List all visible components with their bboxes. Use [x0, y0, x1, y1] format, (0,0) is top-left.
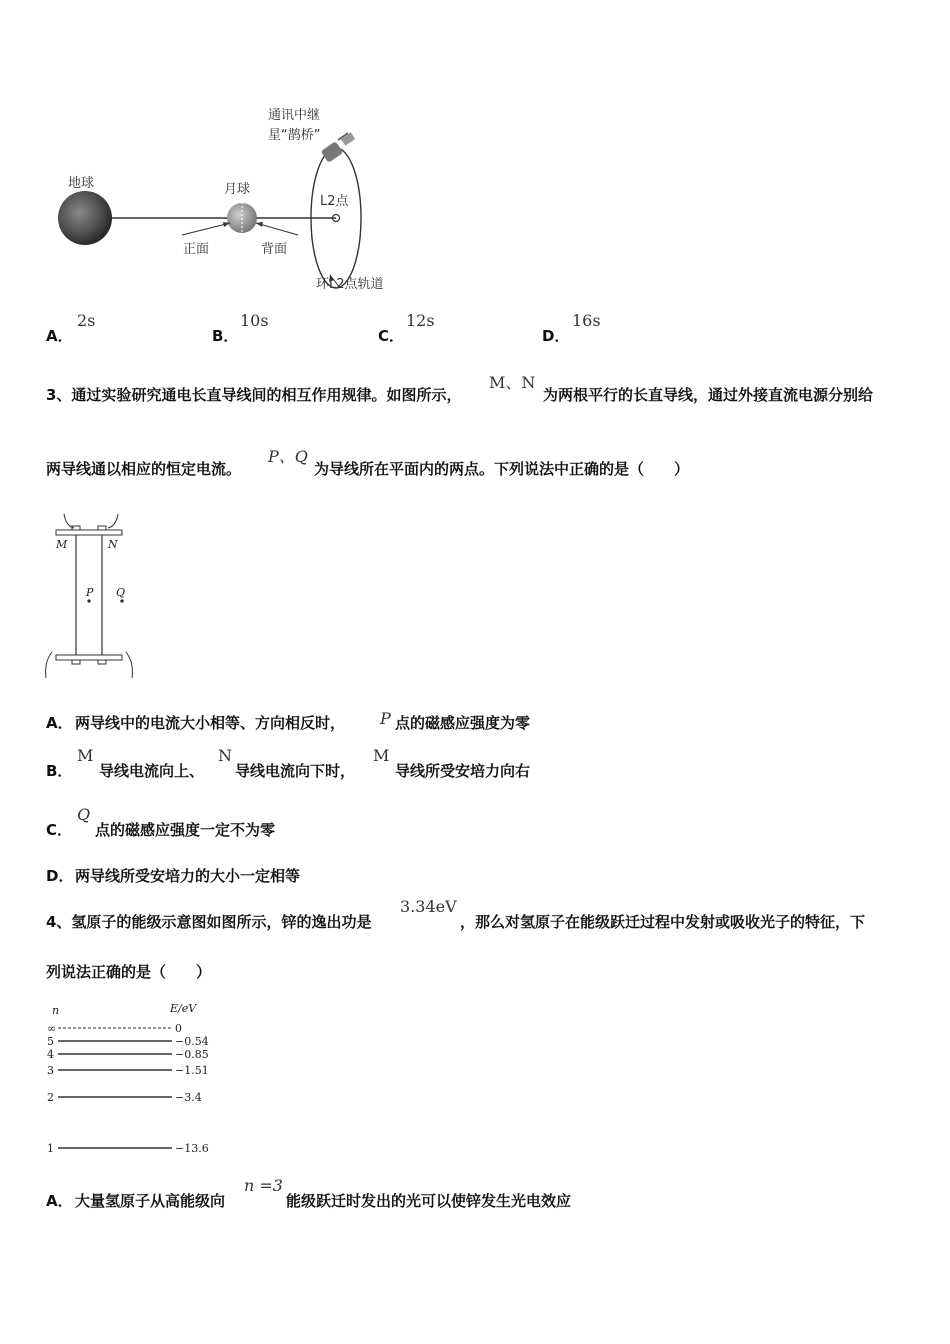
- q4-option-a-text1: 大量氢原子从高能级向: [75, 1192, 226, 1210]
- q3-option-c-math: Q: [77, 805, 91, 824]
- q3-option-b-letter: B．: [46, 762, 73, 780]
- q4-stem-part3: 列说法正确的是（ ）: [46, 963, 212, 981]
- orbit-label: 环L2点轨道: [316, 277, 384, 292]
- q3-option-a-math: P: [380, 709, 391, 728]
- parallel-wires-figure: [42, 512, 142, 682]
- q2-option-c-value: 12s: [406, 311, 435, 330]
- point-q-label: Q: [116, 586, 126, 599]
- point-p-dot: [87, 599, 90, 602]
- back-label: 背面: [261, 242, 288, 257]
- q3-math-pq: P、Q: [268, 447, 308, 466]
- n-axis-label: n: [52, 1004, 60, 1017]
- energy-level-value: 0: [175, 1022, 182, 1035]
- energy-level-value: −0.54: [175, 1035, 209, 1048]
- earth-icon: [58, 191, 112, 245]
- wire-n-label: N: [108, 538, 118, 551]
- energy-level-n: 5: [47, 1035, 54, 1048]
- satellite-label-2: 星“鹊桥”: [268, 128, 321, 143]
- q3-option-b-math2: N: [218, 746, 232, 765]
- moon-label: 月球: [224, 182, 251, 197]
- q3-option-b-text1: 导线电流向上、: [99, 762, 205, 780]
- q4-option-a-letter: A．: [46, 1192, 73, 1210]
- q3-option-b-math1: M: [77, 746, 94, 765]
- q3-stem-part4: 为导线所在平面内的两点。下列说法中正确的是（ ）: [314, 460, 690, 478]
- q2-option-b-letter: B．: [212, 327, 239, 345]
- q3-option-c-text1: 点的磁感应强度一定不为零: [95, 821, 276, 839]
- point-p-label: P: [86, 586, 94, 599]
- energy-level-value: −3.4: [175, 1091, 202, 1104]
- q4-math-work-function: 3.34eV: [400, 897, 457, 916]
- energy-axis-label: E/eV: [170, 1002, 197, 1015]
- point-q-dot: [120, 599, 123, 602]
- q3-option-c-letter: C．: [46, 821, 73, 839]
- q4-option-a-math: n =3: [244, 1176, 283, 1195]
- q3-stem-part2: 为两根平行的长直导线，通过外接直流电源分别给: [543, 386, 874, 404]
- energy-level-value: −1.51: [175, 1064, 209, 1077]
- q4-stem-part2: ，那么对氢原子在能级跃迁过程中发射或吸收光子的特征，下: [460, 913, 866, 931]
- q3-option-d-text1: 两导线所受安培力的大小一定相等: [75, 867, 301, 885]
- energy-level-n: 1: [47, 1142, 54, 1155]
- q3-option-a-letter: A．: [46, 714, 73, 732]
- q3-option-b-text3: 导线所受安培力向右: [395, 762, 531, 780]
- q3-option-b-math3: M: [373, 746, 390, 765]
- q2-option-c-letter: C．: [378, 327, 405, 345]
- q3-stem-part1: 3、通过实验研究通电长直导线间的相互作用规律。如图所示，: [46, 386, 462, 404]
- q3-math-mn: M、N: [489, 373, 536, 392]
- energy-level-n: 4: [47, 1048, 54, 1061]
- q3-option-a-text2: 点的磁感应强度为零: [395, 714, 531, 732]
- q3-option-a-text1: 两导线中的电流大小相等、方向相反时，: [75, 714, 346, 732]
- energy-level-n: 2: [47, 1091, 54, 1104]
- front-label: 正面: [183, 242, 210, 257]
- q3-option-b-text2: 导线电流向下时，: [235, 762, 356, 780]
- q2-option-d-value: 16s: [572, 311, 601, 330]
- energy-level-n: 3: [47, 1064, 54, 1077]
- energy-level-value: −0.85: [175, 1048, 209, 1061]
- q3-stem-part3: 两导线通以相应的恒定电流。: [46, 460, 242, 478]
- l2-label: L2点: [320, 194, 349, 209]
- q4-option-a-text2: 能级跃迁时发出的光可以使锌发生光电效应: [286, 1192, 572, 1210]
- energy-level-n: ∞: [47, 1022, 57, 1035]
- q4-stem-part1: 4、氢原子的能级示意图如图所示，锌的逸出功是: [46, 913, 372, 931]
- q2-option-b-value: 10s: [240, 311, 269, 330]
- q3-option-d-letter: D．: [46, 867, 74, 885]
- earth-label: 地球: [68, 176, 95, 191]
- q2-option-a-letter: A．: [46, 327, 73, 345]
- q2-option-d-letter: D．: [542, 327, 570, 345]
- wire-m-label: M: [56, 538, 68, 551]
- q2-option-a-value: 2s: [77, 311, 96, 330]
- earth-moon-l2-figure: [40, 95, 420, 305]
- satellite-label-1: 通讯中继: [268, 108, 321, 123]
- energy-level-value: −13.6: [175, 1142, 209, 1155]
- hydrogen-energy-levels-figure: [42, 998, 222, 1163]
- relay-satellite-icon: [321, 132, 356, 163]
